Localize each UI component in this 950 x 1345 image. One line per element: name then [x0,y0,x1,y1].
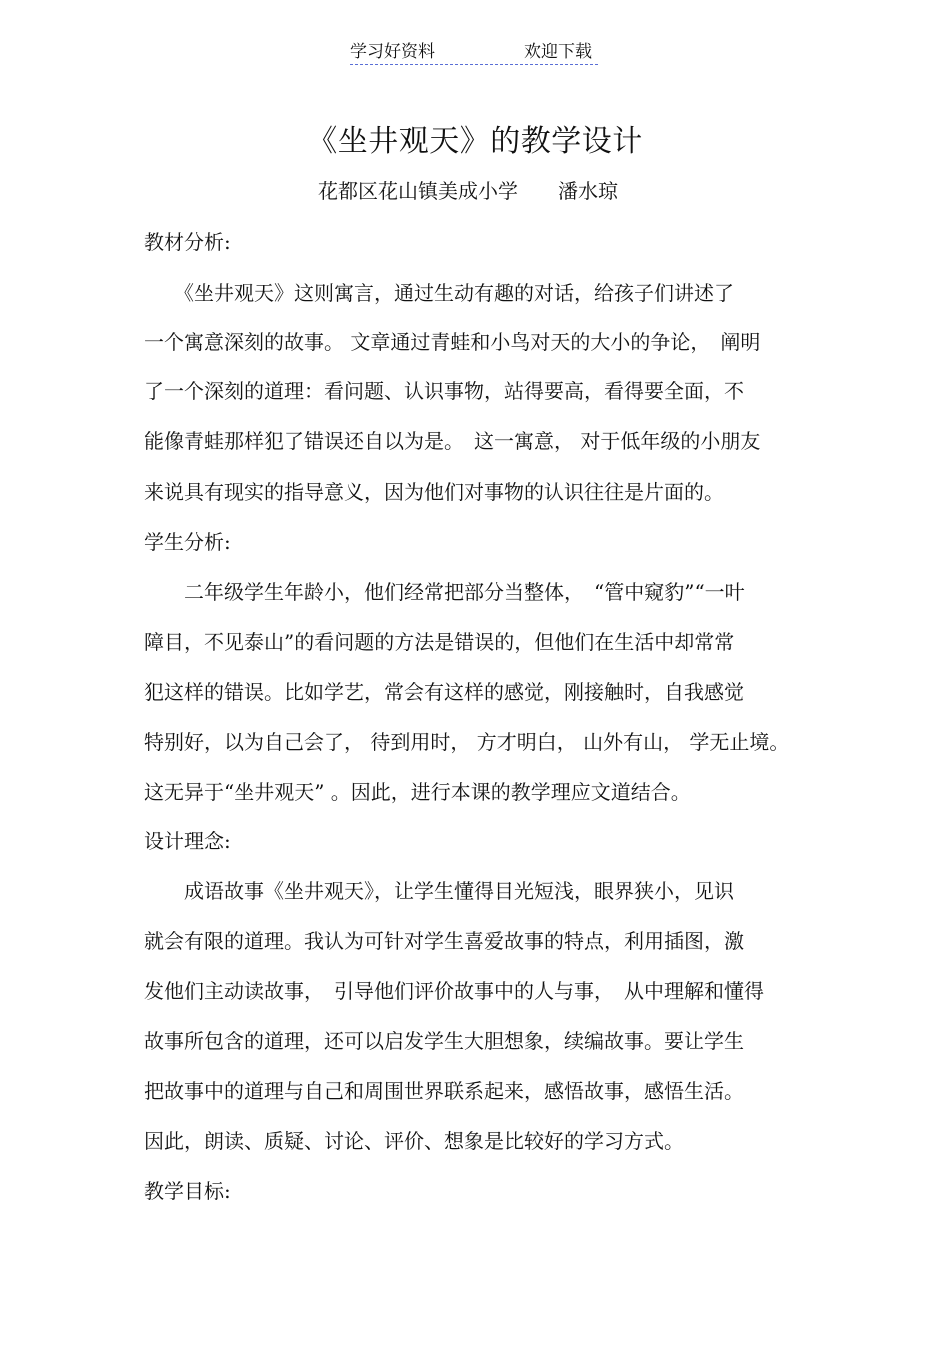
section-heading: 教材分析: [144,230,231,254]
body-line: 了一个深刻的道理：看问题、认识事物，站得要高，看得要全面，不 [144,379,744,403]
header-right-text: 欢迎下载 [524,42,592,62]
body-line: 因此，朗读、质疑、讨论、评价、想象是比较好的学习方式。 [144,1129,684,1153]
body-line: 障目，不见泰山”的看问题的方法是错误的，但他们在生活中却常常 [144,630,735,654]
body-line: 这无异于“坐井观天” 。因此，进行本课的教学理应文道结合。 [144,780,691,804]
body-line: 故事所包含的道理，还可以启发学生大胆想象，续编故事。要让学生 [144,1029,744,1053]
section-heading: 设计理念: [144,829,231,853]
body-line: 特别好，以为自己会了， 待到用时， 方才明白， 山外有山， 学无止境。 [144,730,790,754]
document-title: 《坐井观天》的教学设计 [307,124,643,159]
body-line: 来说具有现实的指导意义，因为他们对事物的认识往往是片面的。 [144,480,724,504]
body-line: 《坐井观天》这则寓言，通过生动有趣的对话，给孩子们讲述了 [144,281,734,305]
body-line: 把故事中的道理与自己和周围世界联系起来，感悟故事，感悟生活。 [144,1079,744,1103]
body-line: 成语故事《坐井观天》，让学生懂得目光短浅，眼界狭小，见识 [144,879,734,903]
body-line: 一个寓意深刻的故事。 文章通过青蛙和小鸟对天的大小的争论， 阐明 [144,330,761,354]
section-heading: 教学目标: [144,1179,231,1203]
body-line: 就会有限的道理。我认为可针对学生喜爱故事的特点，利用插图，激 [144,929,744,953]
body-line: 能像青蛙那样犯了错误还自以为是。 这一寓意， 对于低年级的小朋友 [144,429,761,453]
section-heading: 学生分析: [144,530,231,554]
header-left-text: 学习好资料 [350,42,435,62]
page-header [350,40,598,65]
body-line: 发他们主动读故事， 引导他们评价故事中的人与事， 从中理解和懂得 [144,979,764,1003]
author-line: 花都区花山镇美成小学 潘水琼 [318,179,618,203]
body-line: 二年级学生年龄小，他们经常把部分当整体， “管中窥豹”“一叶 [144,580,745,604]
body-line: 犯这样的错误。比如学艺，常会有这样的感觉，刚接触时，自我感觉 [144,680,744,704]
